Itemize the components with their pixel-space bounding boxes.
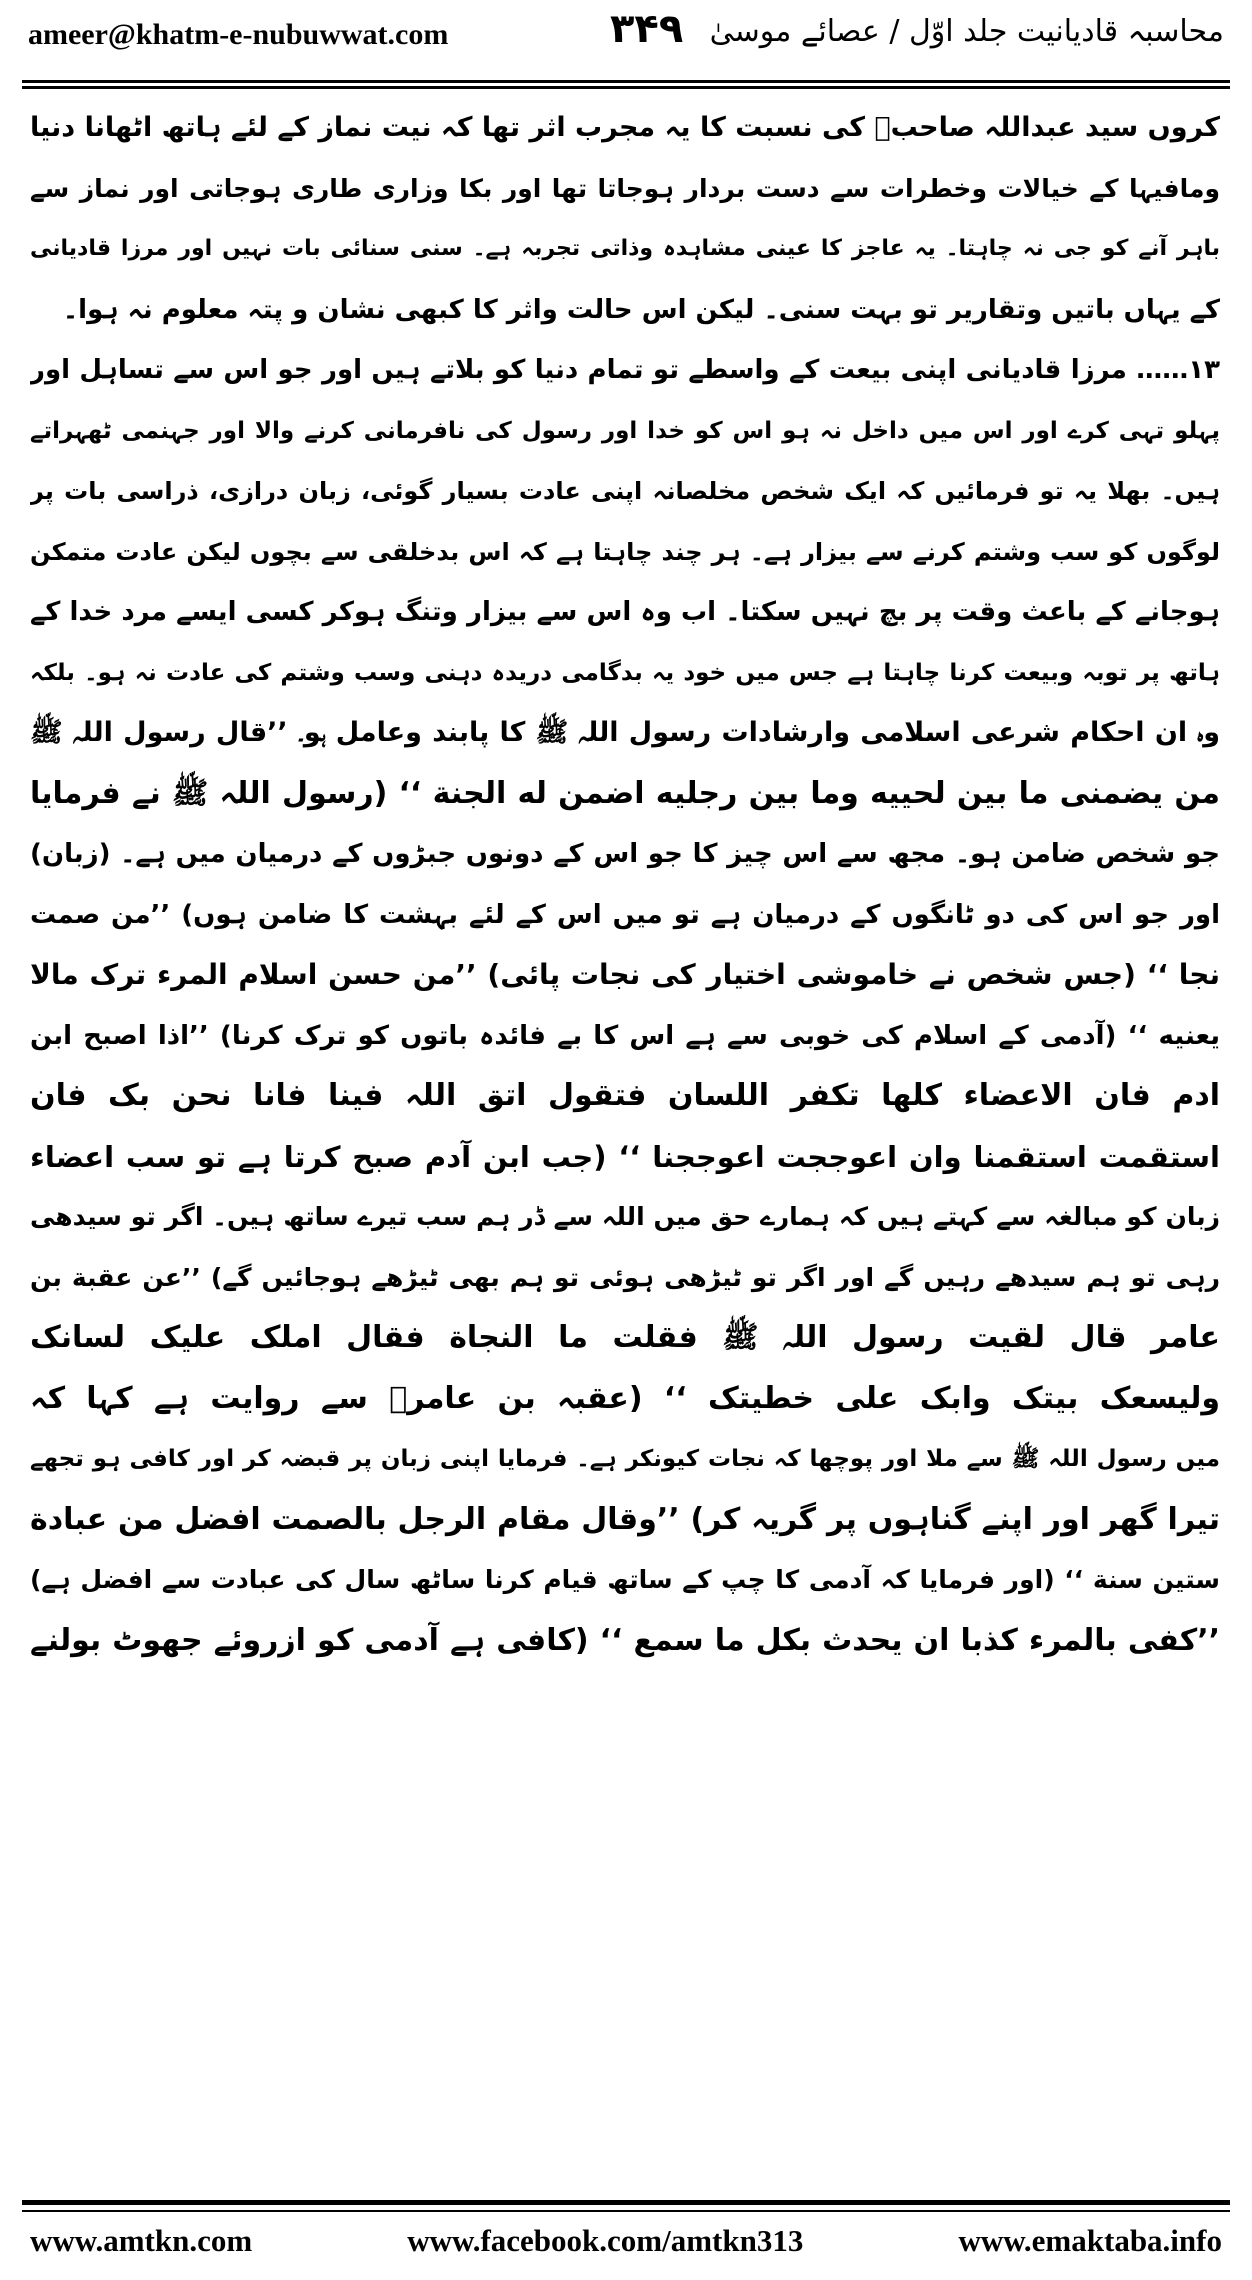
text-line: باہر آنے کو جی نہ چاہتا۔ یہ عاجز کا عینی مشاہدہ وذاتی تجربہ ہے۔ سنی سنائی بات نہیں اور مرزا قادیانی bbox=[30, 236, 1220, 261]
page-header bbox=[22, 4, 1230, 78]
text-line: کروں سید عبداللہ صاحبؒ کی نسبت کا یہ مجرب اثر تھا کہ نیت نماز کے لئے ہاتھ اٹھانا دنیا bbox=[30, 112, 1220, 143]
footer-link-amtkn[interactable]: www.amtkn.com bbox=[30, 2223, 253, 2258]
text-line: جو شخص ضامن ہو۔ مجھ سے اس چیز کا جو اس کے دونوں جبڑوں کے درمیان میں ہے۔ (زبان) bbox=[30, 839, 1220, 869]
header-email: ameer@khatm-e-nubuwwat.com bbox=[28, 18, 449, 51]
footer-rule-thick bbox=[22, 2200, 1230, 2205]
text-line: تیرا گھر اور اپنے گناہوں پر گریہ کر) ’’وقال مقام الرجل بالصمت افضل من عبادة bbox=[30, 1501, 1220, 1537]
text-line: ہاتھ پر توبہ وبیعت کرنا چاہتا ہے جس میں خود یہ بدگامی دریدہ دہنی وسب وشتم کی عادت نہ ہو۔ بلکہ bbox=[30, 659, 1220, 686]
page-footer bbox=[22, 2216, 1230, 2266]
text-line: ادم فان الاعضاء کلها تکفر اللسان فتقول اتق اللہ فینا فانا نحن بک فان bbox=[30, 1078, 1220, 1113]
text-line: ۱۳…… مرزا قادیانی اپنی بیعت کے واسطے تو تمام دنیا کو بلاتے ہیں اور جو اس سے تساہل اور bbox=[30, 355, 1220, 385]
text-line: وہ ان احکام شرعی اسلامی وارشادات رسول اللہ ﷺ کا پابند وعامل ہو۔ ’’قال رسول اللہ ﷺ bbox=[30, 717, 1220, 748]
footer-link-facebook[interactable]: www.facebook.com/amtkn313 bbox=[407, 2223, 804, 2258]
header-rule-bottom bbox=[22, 86, 1230, 89]
text-line: لوگوں کو سب وشتم کرنے سے بیزار ہے۔ ہر چند چاہتا ہے کہ اس بدخلقی سے بچوں لیکن عادت متمکن bbox=[30, 537, 1220, 566]
page-number: ۳۴۹ bbox=[610, 6, 684, 52]
text-line: استقمت استقمنا وان اعوججت اعوججنا ‘‘ (جب ابن آدم صبح کرتا ہے تو سب اعضاء bbox=[30, 1139, 1220, 1174]
text-line: میں رسول اللہ ﷺ سے ملا اور پوچھا کہ نجات کیونکر ہے۔ فرمایا اپنی زبان پر قبضہ کر اور کافی ہو تجھے bbox=[30, 1446, 1220, 1472]
text-line: رہی تو ہم سیدھے رہیں گے اور اگر تو ٹیڑھی ہوئی تو ہم بھی ٹیڑھے ہوجائیں گے) ’’عن عقبة بن bbox=[30, 1262, 1220, 1292]
text-line: ہیں۔ بھلا یہ تو فرمائیں کہ ایک شخص مخلصانہ اپنی عادت بسیار گوئی، زبان درازی، ذراسی بات پر bbox=[30, 477, 1220, 505]
text-line: ستین سنة ‘‘ (اور فرمایا کہ آدمی کا چپ کے ساتھ قیام کرنا ساٹھ سال کی عبادت سے افضل ہے) bbox=[30, 1565, 1220, 1594]
footer-rule-thin bbox=[22, 2210, 1230, 2212]
text-line: ’’کفی بالمرء کذبا ان یحدث بکل ما سمع ‘‘ (کافی ہے آدمی کو ازروئے جھوٹ بولنے bbox=[30, 1622, 1220, 1658]
text-line: کے یہاں باتیں وتقاریر تو بہت سنی۔ لیکن اس حالت واثر کا کبھی نشان و پتہ معلوم نہ ہوا۔ bbox=[62, 294, 1220, 325]
text-line: نجا ‘‘ (جس شخص نے خاموشی اختیار کی نجات پائی) ’’من حسن اسلام المرء ترک مالا bbox=[30, 958, 1220, 991]
text-line: ہوجانے کے باعث وقت پر بچ نہیں سکتا۔ اب وہ اس سے بیزار وتنگ ہوکر کسی ایسے مرد خدا کے bbox=[30, 597, 1220, 627]
text-line: ومافیہا کے خیالات وخطرات سے دست بردار ہوجاتا تھا اور بکا وزاری طاری ہوجاتی اور نماز سے bbox=[30, 173, 1220, 203]
footer-link-emaktaba[interactable]: www.emaktaba.info bbox=[958, 2223, 1222, 2258]
book-title: محاسبہ قادیانیت جلد اوّل / عصائے موسیٰ bbox=[709, 14, 1224, 49]
text-line: اور جو اس کی دو ٹانگوں کے درمیان ہے تو میں اس کے لئے بہشت کا ضامن ہوں) ’’من صمت bbox=[30, 899, 1220, 930]
text-line: ولیسعک بیتک وابک علی خطیتک ‘‘ (عقبہ بن عامرؓ سے روایت ہے کہا کہ bbox=[30, 1380, 1220, 1416]
text-line: یعنیه ‘‘ (آدمی کے اسلام کی خوبی سے ہے اس کا بے فائدہ باتوں کو ترک کرنا) ’’اذا اصبح ابن bbox=[30, 1020, 1220, 1051]
body-text bbox=[30, 98, 1220, 1671]
text-line: زبان کو مبالغہ سے کہتے ہیں کہ ہمارے حق میں اللہ سے ڈر ہم سب تیرے ساتھ ہیں۔ اگر تو سیدھی bbox=[30, 1202, 1220, 1231]
header-rule-top bbox=[22, 80, 1230, 83]
text-line: عامر قال لقیت رسول اللہ ﷺ فقلت ما النجاة فقال املک علیک لسانک bbox=[30, 1320, 1220, 1355]
text-line: پہلو تہی کرے اور اس میں داخل نہ ہو اس کو خدا اور رسول کی نافرمانی کرنے والا اور جہنمی ٹھہراتے bbox=[30, 417, 1220, 444]
text-line: من یضمنی ما بین لحییه وما بین رجلیه اضمن له الجنة ‘‘ (رسول اللہ ﷺ نے فرمایا bbox=[30, 775, 1220, 811]
